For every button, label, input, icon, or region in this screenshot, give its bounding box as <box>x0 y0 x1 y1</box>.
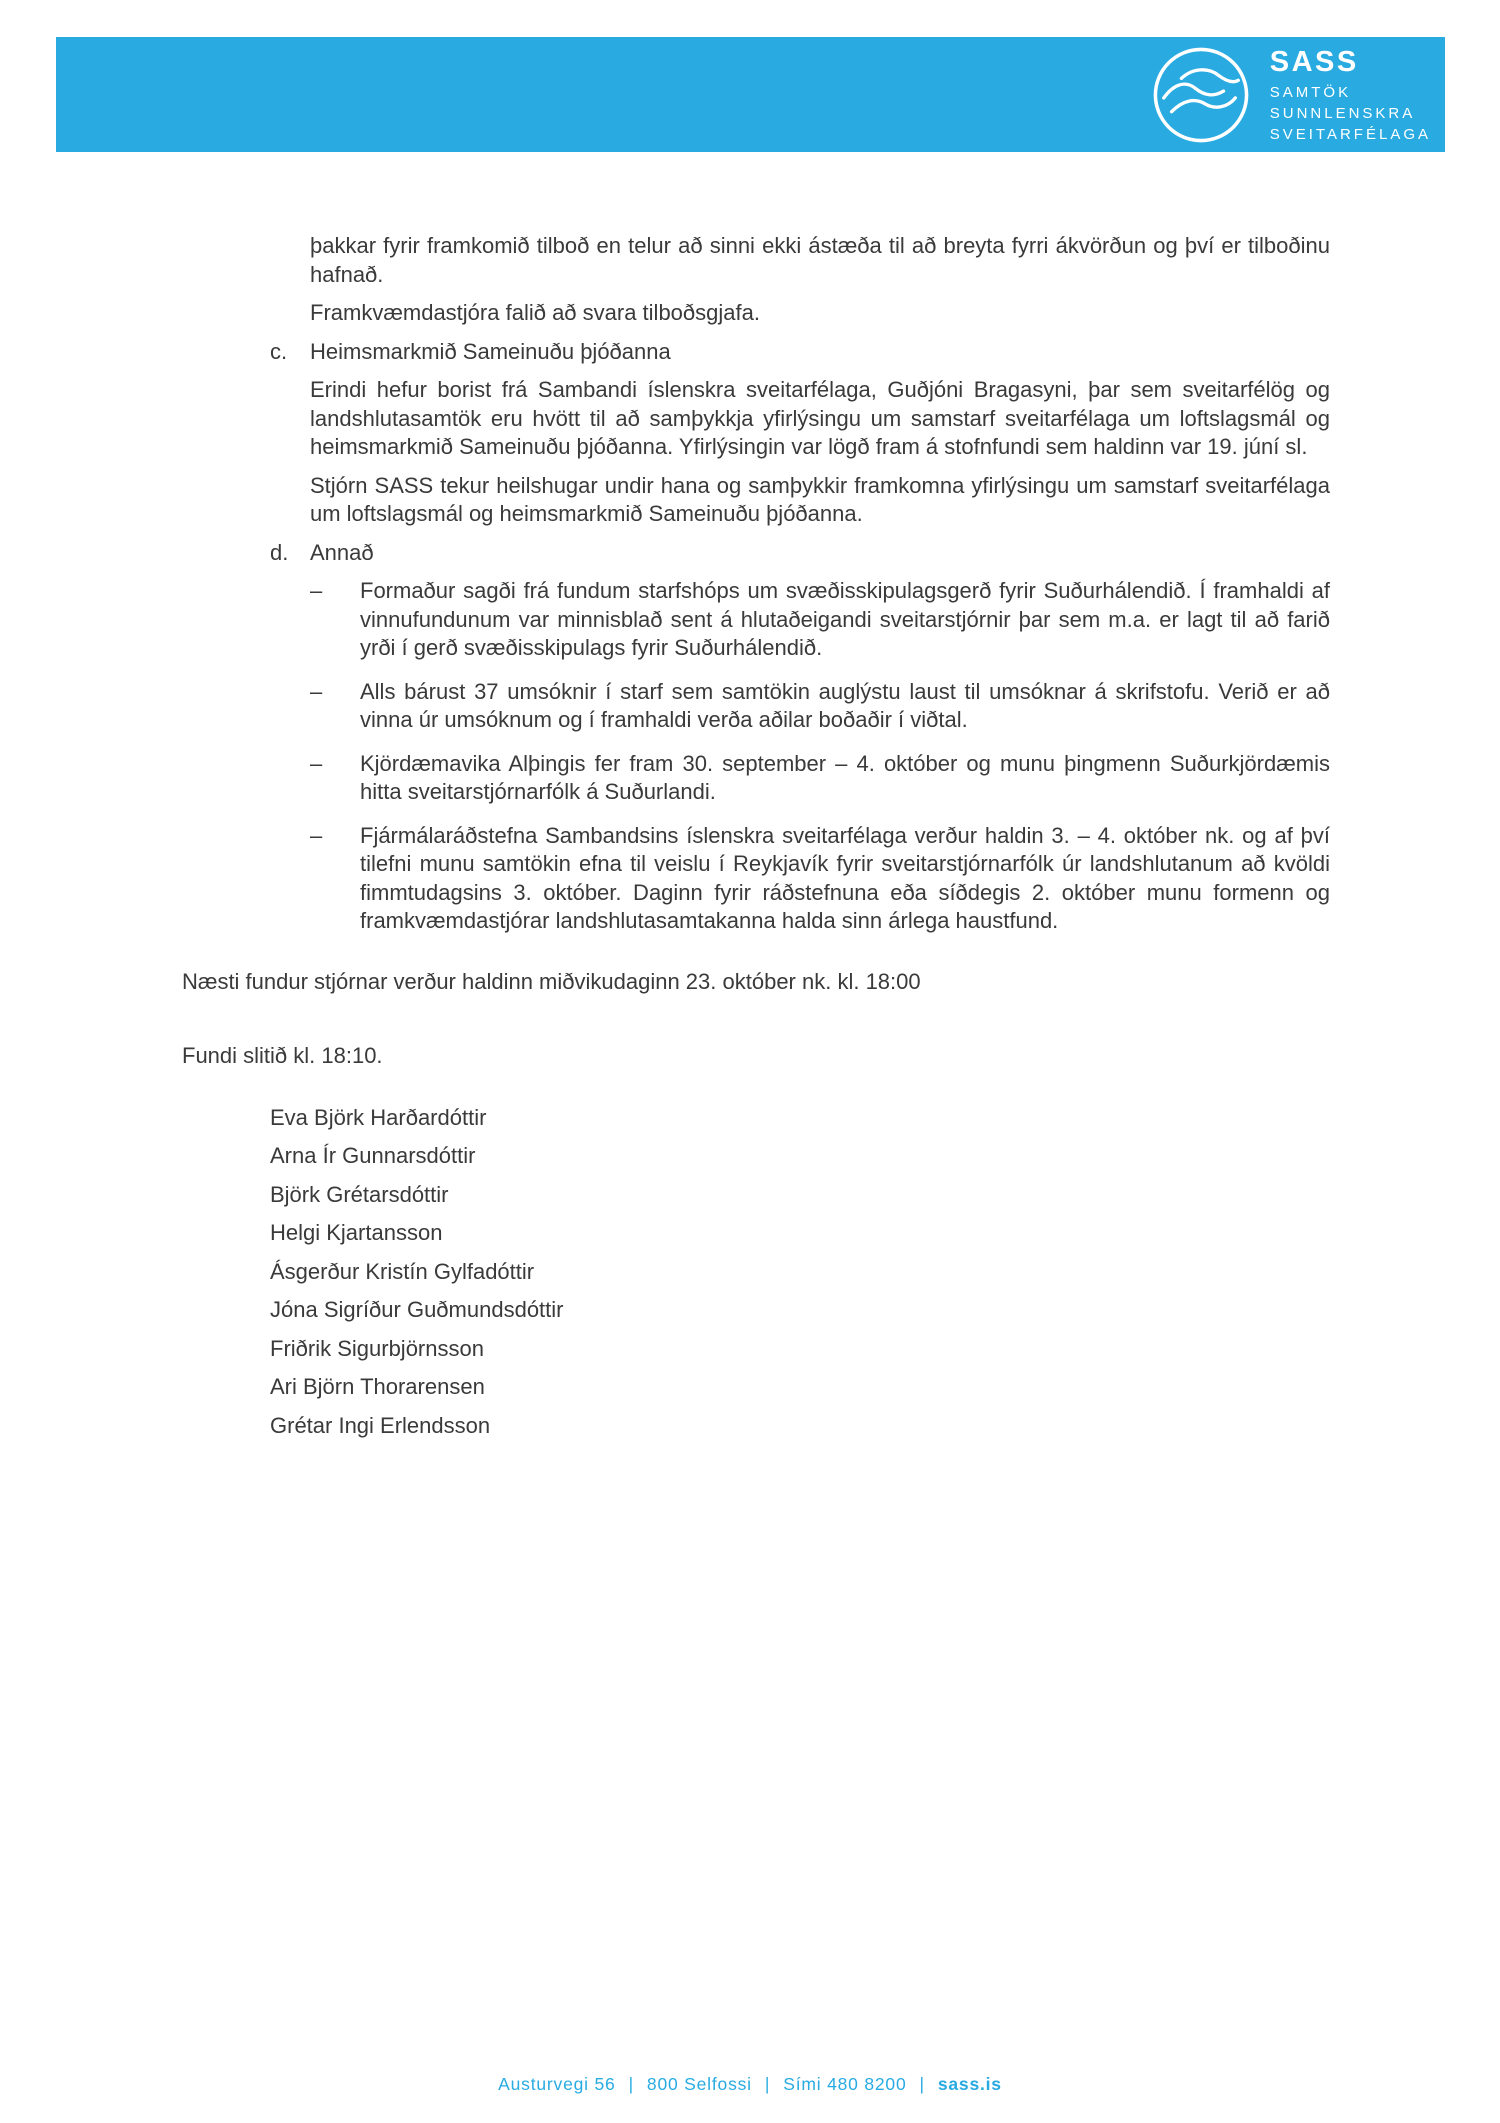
paragraph: þakkar fyrir framkomið tilboð en telur að sinni ekki ástæða til að breyta fyrri ákvörðun og því er tilboðinu hafnað. <box>310 233 1330 287</box>
paragraph: Framkvæmdastjóra falið að svara tilboðsgjafa. <box>310 300 760 325</box>
attendee-name: Ari Björn Thorarensen <box>270 1374 485 1399</box>
footer-segment: sass.is <box>937 2074 1002 2094</box>
bullet-text: Formaður sagði frá fundum starfshóps um svæðisskipulagsgerð fyrir Suðurhálendið. Í framhaldi af vinnufundunum var minnisblað sent á hlutaðeigandi sveitarstjórnir þar sem m.a. er lagt til að farið yrði í gerð svæðisskipulags fyrir Suðurhálendið. <box>360 578 1330 660</box>
logo-subtitle-line-2: SUNNLENSKRA <box>1269 104 1416 122</box>
footer-separator: | <box>628 2074 634 2094</box>
bullet-item <box>310 678 1330 735</box>
bullet-text: Kjördæmavika Alþingis fer fram 30. september – 4. október og munu þingmenn Suðurkjördæmis hitta sveitarstjórnarfólk á Suðurlandi. <box>360 750 1330 804</box>
bullet-text: Fjármálaráðstefna Sambandsins íslenskra sveitarfélaga verður haldin 3. – 4. október nk. og af því tilefni munu samtökin efna til veislu í Reykjavík fyrir sveitarstjórnarfólk úr landshlutanum að kvöldi fimmtudagsins 3. október. Daginn fyrir ráðstefnuna eða síðdegis 2. október munu formenn og framkvæmdastjórar landshlutasamtakanna halda sinn árlega haustfund. <box>360 822 1330 933</box>
footer-segment: 800 Selfossi <box>646 2074 752 2094</box>
attendee-name: Grétar Ingi Erlendsson <box>270 1412 491 1438</box>
footer-segment: Sími 480 8200 <box>783 2074 907 2094</box>
section-marker: d. <box>270 539 289 565</box>
document-body <box>182 232 1330 1445</box>
footer-separator: | <box>764 2074 771 2094</box>
logo-subtitle-line-3: SVEITARFÉLAGA <box>1269 125 1431 143</box>
dash-bullet-marker: – <box>310 578 323 603</box>
attendee-name: Helgi Kjartansson <box>270 1220 443 1245</box>
bullet-item <box>310 822 1330 936</box>
dash-bullet-marker: – <box>310 822 323 848</box>
paragraph: Stjórn SASS tekur heilshugar undir hana og samþykkir framkomna yfirlýsingu um samstarf sveitarfélaga um loftslagsmál og heimsmarkmið Sameinuðu þjóðanna. <box>310 472 1330 526</box>
section-title: Annað <box>310 539 374 565</box>
intro-paragraphs <box>182 232 1330 328</box>
footer-separator: | <box>919 2074 925 2094</box>
bullet-item <box>310 750 1330 807</box>
attendee-name: Friðrik Sigurbjörnsson <box>270 1335 484 1361</box>
attendee-name: Björk Grétarsdóttir <box>270 1181 449 1207</box>
next-meeting-line: Næsti fundur stjórnar verður haldinn miðvikudaginn 23. október nk. kl. 18:00 <box>182 968 921 994</box>
section-d <box>182 539 1330 936</box>
bullet-item <box>310 577 1330 663</box>
footer-contact-line <box>0 2074 1500 2095</box>
sass-logo <box>1152 45 1431 145</box>
paragraph: Erindi hefur borist frá Sambandi íslenskra sveitarfélaga, Guðjóni Bragasyni, þar sem sveitarfélög og landshlutasamtök eru hvött til að samþykkja yfirlýsingu um samstarf sveitarfélaga um loftslagsmál og heimsmarkmið Sameinuðu þjóðanna. Yfirlýsingin var lögð fram á stofnfundi sem haldinn var 19. júní sl. <box>310 377 1330 459</box>
header-bar <box>56 37 1445 152</box>
dash-bullet-marker: – <box>310 678 323 704</box>
attendee-name: Ásgerður Kristín Gylfadóttir <box>270 1258 535 1284</box>
logo-subtitle-line-1: SAMTÖK <box>1269 83 1352 101</box>
attendee-name: Arna Ír Gunnarsdóttir <box>270 1143 476 1168</box>
attendee-name: Jóna Sigríður Guðmundsdóttir <box>270 1297 564 1322</box>
section-marker: c. <box>270 338 288 364</box>
footer-segment: Austurvegi 56 <box>498 2074 616 2094</box>
section-title-row <box>270 338 1330 367</box>
meeting-closed-line: Fundi slitið kl. 18:10. <box>182 1043 383 1068</box>
attendee-name: Eva Björk Harðardóttir <box>270 1104 487 1130</box>
dash-bullet-marker: – <box>310 750 323 776</box>
logo-text-block <box>1270 45 1431 145</box>
bullet-text: Alls bárust 37 umsóknir í starf sem samtökin auglýstu laust til umsóknar á skrifstofu. Verið er að vinna úr umsóknum og í framhaldi verða aðilar boðaðir í viðtal. <box>360 678 1330 732</box>
section-list <box>182 338 1330 936</box>
attendee-list <box>270 1099 1330 1446</box>
section-c <box>182 338 1330 529</box>
footer <box>0 2074 1500 2095</box>
wave-circle-logo-icon <box>1152 46 1250 144</box>
section-title-row <box>270 539 1330 568</box>
section-title: Heimsmarkmið Sameinuðu þjóðanna <box>310 338 671 364</box>
logo-title: SASS <box>1269 45 1359 78</box>
